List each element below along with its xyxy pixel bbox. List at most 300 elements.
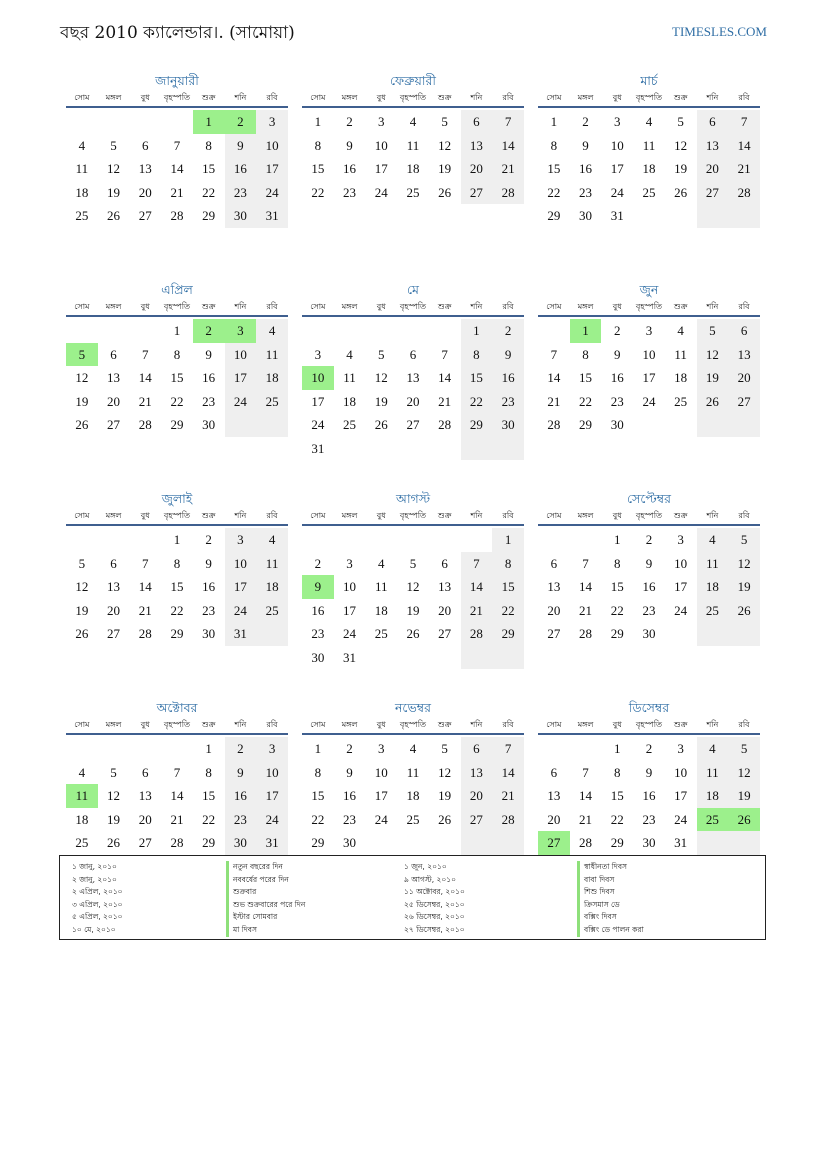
month-calendar — [302, 72, 524, 266]
month-calendar — [66, 281, 288, 475]
day-cell: 10 — [374, 764, 388, 780]
day-cell: 15 — [579, 370, 593, 385]
day-cell: 11 — [674, 346, 687, 362]
day-cell: 14 — [579, 579, 593, 594]
day-cell: 8 — [614, 555, 621, 571]
day-cell: 25 — [374, 626, 388, 641]
empty-cell — [256, 622, 288, 646]
day-cell: 3 — [225, 528, 257, 552]
day-cell: 27 — [461, 808, 493, 832]
day-cell: 28 — [579, 626, 593, 641]
empty-cell — [492, 646, 524, 670]
day-cell: 13 — [438, 579, 452, 594]
weekday-header — [302, 299, 524, 317]
weekday-label: বৃহস্পতি — [635, 719, 663, 729]
empty-cell — [429, 528, 461, 552]
day-cell: 21 — [492, 784, 524, 808]
day-cell: 18 — [75, 811, 89, 827]
day-cell: 26 — [728, 599, 760, 623]
empty-cell — [570, 737, 602, 761]
day-cell: 30 — [492, 413, 524, 437]
day-cell: 23 — [311, 626, 325, 641]
empty-cell — [98, 528, 130, 552]
day-cell: 9 — [205, 346, 212, 362]
month-calendar — [538, 490, 760, 684]
day-cell: 27 — [697, 181, 729, 205]
day-cell: 13 — [138, 161, 152, 176]
day-cell: 19 — [697, 366, 729, 390]
day-cell: 26 — [406, 626, 420, 641]
day-cell: 12 — [728, 552, 760, 576]
day-grid — [302, 110, 524, 204]
holiday-day-cell: 27 — [538, 831, 570, 855]
day-cell: 18 — [256, 366, 288, 390]
day-cell: 6 — [550, 555, 558, 571]
day-cell: 24 — [311, 417, 325, 432]
empty-cell — [365, 831, 397, 855]
weekday-label: বুধ — [140, 510, 150, 520]
weekday-label: শনি — [234, 301, 247, 311]
day-cell: 7 — [173, 764, 181, 780]
day-cell: 31 — [225, 622, 257, 646]
empty-cell — [728, 831, 760, 855]
day-grid — [66, 319, 288, 437]
day-cell: 29 — [170, 626, 184, 641]
day-cell: 25 — [75, 835, 89, 850]
day-cell: 6 — [461, 737, 493, 761]
day-cell: 28 — [547, 417, 561, 432]
holiday-day-cell: 26 — [728, 808, 760, 832]
day-cell: 28 — [170, 835, 184, 850]
day-cell: 31 — [610, 208, 624, 223]
day-cell: 7 — [492, 110, 524, 134]
day-cell: 21 — [170, 811, 184, 827]
day-cell: 13 — [461, 134, 493, 158]
weekday-label: শুক্র — [673, 719, 688, 729]
holiday-day-cell: 10 — [302, 366, 334, 390]
day-cell: 19 — [107, 184, 121, 200]
day-cell: 28 — [579, 835, 593, 850]
day-cell: 19 — [728, 575, 760, 599]
weekday-label: শনি — [706, 510, 719, 520]
day-cell: 15 — [610, 579, 624, 594]
day-cell: 30 — [579, 208, 593, 223]
day-cell: 25 — [406, 811, 420, 827]
day-cell: 16 — [202, 579, 216, 594]
day-cell: 16 — [202, 370, 216, 385]
weekday-label: মঙ্গল — [577, 510, 594, 520]
day-cell: 24 — [225, 390, 257, 414]
calendar-grid — [66, 72, 760, 908]
empty-cell — [302, 528, 334, 552]
day-cell: 23 — [202, 393, 216, 409]
day-cell: 2 — [314, 555, 322, 571]
day-cell: 17 — [225, 366, 257, 390]
empty-cell — [633, 413, 665, 437]
weekday-label: শুক্র — [437, 301, 452, 311]
month-calendar — [66, 72, 288, 266]
legend-holiday-name: ইস্টার সোমবার — [226, 911, 305, 924]
day-cell: 9 — [225, 761, 257, 785]
day-cell: 19 — [674, 161, 688, 176]
weekday-label: বৃহস্পতি — [399, 301, 427, 311]
weekday-label: শনি — [234, 92, 247, 102]
day-cell: 16 — [343, 161, 357, 176]
weekday-label: বৃহস্পতি — [163, 301, 191, 311]
weekday-label: সোম — [74, 92, 90, 102]
day-cell: 24 — [374, 811, 388, 827]
legend-holiday-date: ৯ আগস্ট, ২০১০ — [404, 874, 456, 884]
site-link[interactable]: TIMESLES.COM — [672, 24, 767, 39]
empty-cell — [365, 319, 397, 343]
day-cell: 8 — [550, 137, 558, 153]
weekday-label: সোম — [546, 719, 562, 729]
day-cell: 16 — [492, 366, 524, 390]
empty-cell — [129, 110, 161, 134]
day-cell: 26 — [374, 417, 388, 432]
day-cell: 22 — [610, 811, 624, 827]
empty-cell — [66, 528, 98, 552]
empty-cell — [98, 110, 130, 134]
day-cell: 3 — [677, 532, 684, 547]
day-cell: 25 — [256, 599, 288, 623]
day-cell: 23 — [492, 390, 524, 414]
day-cell: 6 — [728, 319, 760, 343]
day-cell: 1 — [314, 741, 322, 756]
day-cell: 14 — [170, 161, 184, 176]
empty-cell — [129, 737, 161, 761]
day-cell: 3 — [645, 323, 653, 338]
legend-names-left — [226, 861, 305, 937]
month-row — [66, 281, 760, 475]
weekday-header — [538, 90, 760, 108]
day-cell: 22 — [610, 602, 624, 618]
day-cell: 5 — [110, 137, 117, 153]
day-cell: 22 — [170, 393, 184, 409]
day-grid — [538, 319, 760, 437]
day-cell: 26 — [75, 417, 89, 432]
day-cell: 18 — [697, 784, 729, 808]
day-cell: 30 — [642, 626, 656, 641]
weekday-label: শনি — [706, 92, 719, 102]
month-name: জানুয়ারী — [155, 73, 199, 88]
day-cell: 10 — [610, 137, 624, 153]
weekday-label: বৃহস্পতি — [163, 719, 191, 729]
day-cell: 19 — [374, 393, 388, 409]
day-cell: 2 — [645, 532, 653, 547]
day-cell: 11 — [256, 552, 288, 576]
empty-cell — [492, 437, 524, 461]
weekday-header — [66, 717, 288, 735]
legend-holiday-name: স্বাধীনতা দিবস — [577, 861, 644, 874]
day-cell: 31 — [674, 835, 688, 850]
day-cell: 3 — [346, 555, 353, 571]
day-cell: 14 — [492, 761, 524, 785]
day-cell: 5 — [409, 555, 417, 571]
day-cell: 28 — [170, 208, 184, 223]
day-cell: 10 — [642, 346, 656, 362]
empty-cell — [334, 319, 366, 343]
empty-cell — [302, 319, 334, 343]
month-name: জুন — [639, 282, 659, 297]
day-cell: 8 — [314, 137, 322, 153]
day-cell: 16 — [225, 157, 257, 181]
day-cell: 3 — [256, 110, 288, 134]
day-cell: 21 — [579, 811, 593, 827]
day-cell: 6 — [142, 137, 149, 153]
day-cell: 27 — [438, 626, 452, 641]
month-name: ফেব্রুয়ারী — [389, 73, 437, 88]
day-cell: 6 — [110, 346, 117, 362]
day-cell: 31 — [256, 204, 288, 228]
day-cell: 8 — [582, 346, 589, 362]
holiday-legend — [59, 855, 766, 940]
day-cell: 1 — [173, 532, 181, 547]
day-cell: 20 — [728, 366, 760, 390]
day-cell: 24 — [256, 181, 288, 205]
legend-holiday-date: ২ জানু, ২০১০ — [72, 874, 117, 884]
holiday-day-cell: 1 — [193, 110, 225, 134]
legend-dates-left — [72, 861, 123, 937]
day-cell: 6 — [110, 555, 117, 571]
day-cell: 20 — [107, 393, 121, 409]
empty-cell — [397, 319, 429, 343]
weekday-header — [302, 90, 524, 108]
month-name: মার্চ — [640, 73, 658, 88]
day-cell: 12 — [438, 764, 452, 780]
legend-holiday-name: নববর্ষের পরের দিন — [226, 874, 305, 887]
day-cell: 28 — [492, 181, 524, 205]
weekday-label: মঙ্গল — [577, 719, 594, 729]
empty-cell — [570, 528, 602, 552]
empty-cell — [633, 204, 665, 228]
day-cell: 2 — [582, 114, 589, 129]
weekday-label: শনি — [234, 510, 247, 520]
day-cell: 9 — [205, 555, 212, 571]
weekday-label: সোম — [546, 92, 562, 102]
empty-cell — [334, 528, 366, 552]
day-cell: 31 — [311, 440, 325, 456]
day-cell: 26 — [75, 626, 89, 641]
day-cell: 28 — [438, 417, 452, 432]
month-row — [66, 72, 760, 266]
weekday-label: বৃহস্পতি — [635, 92, 663, 102]
day-cell: 3 — [378, 741, 385, 756]
legend-dates-right — [404, 861, 465, 937]
empty-cell — [161, 737, 193, 761]
weekday-label: বুধ — [376, 301, 386, 311]
day-cell: 9 — [614, 346, 621, 362]
day-cell: 21 — [728, 157, 760, 181]
day-cell: 23 — [642, 811, 656, 827]
empty-cell — [397, 528, 429, 552]
day-cell: 9 — [645, 555, 653, 571]
empty-cell — [728, 413, 760, 437]
day-cell: 29 — [311, 835, 325, 850]
day-cell: 17 — [311, 393, 325, 409]
day-cell: 14 — [461, 575, 493, 599]
day-cell: 13 — [547, 788, 561, 803]
day-cell: 22 — [579, 393, 593, 409]
day-cell: 9 — [645, 764, 653, 780]
day-cell: 25 — [75, 208, 89, 223]
month-name: এপ্রিল — [161, 282, 193, 297]
page-title: বছর 2010 ক্যালেন্ডার।. (সামোয়া) — [60, 23, 295, 43]
weekday-label: শুক্র — [437, 719, 452, 729]
empty-cell — [697, 622, 729, 646]
day-cell: 24 — [610, 184, 624, 200]
weekday-label: শনি — [706, 719, 719, 729]
day-cell: 1 — [205, 741, 212, 756]
day-cell: 26 — [438, 184, 452, 200]
day-cell: 29 — [610, 835, 624, 850]
day-cell: 14 — [438, 370, 452, 385]
day-cell: 11 — [697, 552, 729, 576]
day-cell: 13 — [138, 788, 152, 803]
day-cell: 14 — [728, 134, 760, 158]
weekday-label: সোম — [310, 301, 326, 311]
legend-holiday-name: বাবা দিবস — [577, 874, 644, 887]
day-cell: 6 — [441, 555, 448, 571]
day-cell: 26 — [438, 811, 452, 827]
day-cell: 12 — [674, 137, 688, 153]
weekday-label: শুক্র — [201, 719, 216, 729]
month-calendar — [66, 490, 288, 684]
day-cell: 1 — [173, 323, 181, 338]
day-cell: 2 — [614, 323, 621, 338]
day-cell: 17 — [674, 579, 688, 594]
day-cell: 22 — [202, 811, 216, 827]
weekday-label: শনি — [470, 719, 483, 729]
day-cell: 25 — [343, 417, 357, 432]
day-cell: 23 — [343, 184, 357, 200]
weekday-label: সোম — [546, 510, 562, 520]
day-grid — [538, 110, 760, 228]
legend-holiday-name: বক্সিং দিবস — [577, 911, 644, 924]
day-cell: 22 — [202, 184, 216, 200]
legend-holiday-name: বক্সিং ডে পালন করা — [577, 924, 644, 937]
empty-cell — [492, 831, 524, 855]
weekday-label: সোম — [74, 301, 90, 311]
day-cell: 5 — [110, 764, 117, 780]
day-grid — [66, 110, 288, 228]
day-cell: 13 — [107, 370, 121, 385]
day-cell: 12 — [406, 579, 420, 594]
empty-cell — [365, 437, 397, 461]
day-cell: 2 — [225, 737, 257, 761]
weekday-label: শনি — [234, 719, 247, 729]
day-cell: 27 — [406, 417, 420, 432]
legend-holiday-name: ক্রিসমাস ডে — [577, 899, 644, 912]
holiday-day-cell: 1 — [570, 319, 602, 343]
empty-cell — [697, 831, 729, 855]
day-cell: 5 — [697, 319, 729, 343]
holiday-day-cell: 25 — [697, 808, 729, 832]
day-cell: 26 — [674, 184, 688, 200]
day-cell: 21 — [461, 599, 493, 623]
weekday-label: মঙ্গল — [105, 510, 122, 520]
day-cell: 7 — [582, 764, 589, 780]
month-name: আগস্ট — [395, 491, 431, 506]
day-cell: 13 — [461, 761, 493, 785]
day-cell: 8 — [205, 764, 212, 780]
weekday-label: বুধ — [612, 301, 622, 311]
empty-cell — [66, 319, 98, 343]
day-cell: 27 — [107, 417, 121, 432]
day-cell: 28 — [492, 808, 524, 832]
day-cell: 19 — [728, 784, 760, 808]
day-cell: 29 — [492, 622, 524, 646]
day-cell: 9 — [582, 137, 589, 153]
weekday-label: সোম — [74, 510, 90, 520]
empty-cell — [365, 528, 397, 552]
day-cell: 5 — [441, 741, 448, 756]
day-cell: 17 — [256, 157, 288, 181]
day-cell: 13 — [547, 579, 561, 594]
weekday-label: রবি — [502, 510, 514, 520]
day-cell: 14 — [579, 788, 593, 803]
day-cell: 17 — [610, 161, 624, 176]
day-cell: 30 — [225, 831, 257, 855]
month-calendar — [302, 490, 524, 684]
day-cell: 3 — [614, 114, 621, 129]
day-cell: 6 — [461, 110, 493, 134]
day-cell: 12 — [107, 788, 121, 803]
day-cell: 15 — [311, 161, 325, 176]
day-cell: 18 — [256, 575, 288, 599]
weekday-label: বৃহস্পতি — [163, 92, 191, 102]
day-cell: 23 — [610, 393, 624, 409]
month-name: মে — [406, 282, 419, 297]
legend-holiday-name: মা দিবস — [226, 924, 305, 937]
day-cell: 30 — [642, 835, 656, 850]
empty-cell — [461, 831, 493, 855]
month-name: সেপ্টেম্বর — [627, 491, 671, 506]
day-cell: 24 — [374, 184, 388, 200]
day-cell: 5 — [441, 114, 448, 129]
day-cell: 21 — [438, 393, 452, 409]
day-cell: 20 — [547, 602, 561, 618]
day-cell: 1 — [550, 114, 558, 129]
day-cell: 5 — [78, 555, 86, 571]
weekday-label: রবি — [266, 92, 278, 102]
weekday-label: সোম — [74, 719, 90, 729]
weekday-label: বুধ — [140, 719, 150, 729]
day-cell: 2 — [346, 114, 353, 129]
day-cell: 25 — [697, 599, 729, 623]
legend-holiday-date: ১১ অক্টোবর, ২০১০ — [404, 887, 465, 897]
day-cell: 3 — [677, 741, 684, 756]
legend-holiday-name: শুভ শুক্রবারের পরে দিন — [226, 899, 305, 912]
day-cell: 20 — [438, 602, 452, 618]
day-cell: 10 — [674, 555, 688, 571]
day-cell: 12 — [75, 370, 89, 385]
day-cell: 5 — [728, 737, 760, 761]
day-cell: 5 — [378, 346, 385, 362]
day-cell: 12 — [728, 761, 760, 785]
day-cell: 3 — [314, 346, 322, 362]
day-cell: 20 — [138, 811, 152, 827]
day-cell: 20 — [547, 811, 561, 827]
day-cell: 8 — [173, 346, 181, 362]
weekday-label: সোম — [546, 301, 562, 311]
day-cell: 15 — [170, 370, 184, 385]
day-cell: 21 — [170, 184, 184, 200]
day-cell: 16 — [610, 370, 624, 385]
day-cell: 23 — [225, 181, 257, 205]
day-cell: 11 — [75, 161, 89, 176]
day-cell: 12 — [107, 161, 121, 176]
